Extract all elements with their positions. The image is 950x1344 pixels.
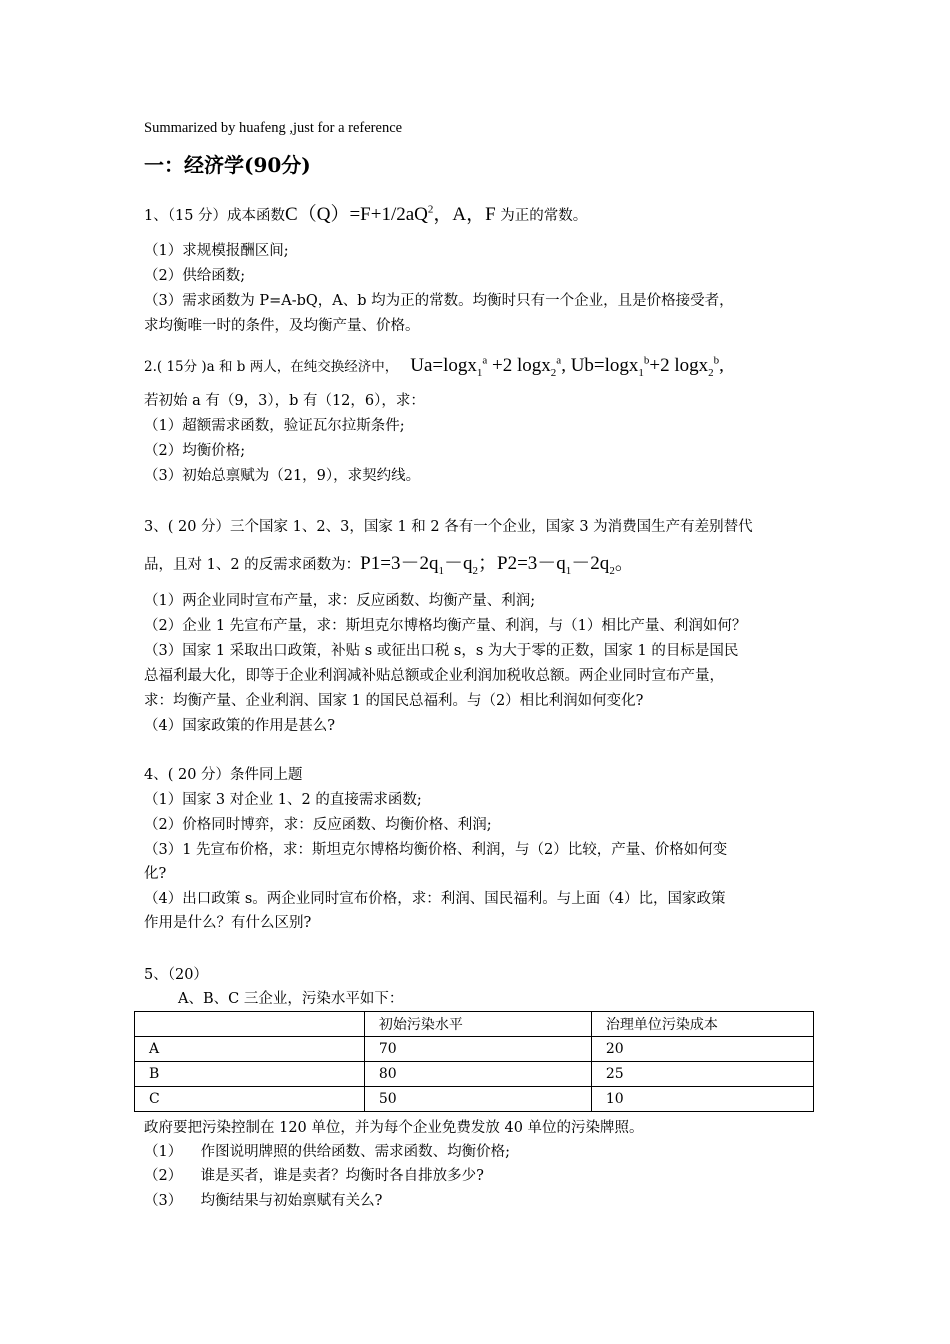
- q2-f2: +2 logx: [487, 355, 551, 376]
- q2-f1-sub: 1: [476, 366, 483, 379]
- q1-formula-constants: ，A，F: [433, 204, 496, 225]
- table-cell: 25: [591, 1062, 813, 1087]
- q3-p1a: P1=3－2q: [360, 553, 439, 574]
- q2-f2-sup: a: [556, 354, 562, 367]
- summary-line: Summarized by huafeng ,just for a reference: [144, 120, 403, 136]
- q4-stem: 4、( 20 分）条件同上题: [144, 767, 303, 783]
- q3-stem-line1: 3、( 20 分）三个国家 1、2、3，国家 1 和 2 各有一个企业，国家 3 为消费国生产有差别替代: [144, 519, 753, 535]
- q3-p2-sub2: 2: [609, 564, 615, 577]
- q5-title: 5、（20）: [144, 967, 208, 983]
- table-header-cell: [135, 1012, 365, 1037]
- table-header-cell: 治理单位污染成本: [591, 1012, 813, 1037]
- q2-f1-sup: a: [482, 354, 488, 367]
- q3-item-2: （2）企业 1 先宣布产量，求：斯坦克尔博格均衡产量、利润，与（1）相比产量、利润如何？: [144, 618, 747, 634]
- q3-p2-sub1: 1: [565, 564, 572, 577]
- q2-f4: +2 logx: [649, 355, 709, 376]
- table-row: [135, 1087, 814, 1112]
- q2-initial: 若初始 a 有（9，3），b 有（12，6），求：: [144, 393, 425, 409]
- q4-item-1: （1）国家 3 对企业 1、2 的直接需求函数;: [144, 792, 422, 808]
- q1-item-3-cont: 求均衡唯一时的条件，及均衡产量、价格。: [144, 318, 420, 334]
- q1-prefix: 1、（15 分）成本函数: [144, 208, 286, 224]
- q1-item-3: （3）需求函数为 P=A-bQ，A、b 均为正的常数。均衡时只有一个企业，且是价格接受者，: [144, 293, 734, 309]
- q3-item-3-cont2: 求：均衡产量、企业利润、国家 1 的国民总福利。与（2）相比利润如何变化?: [144, 693, 644, 709]
- q2-f1: Ua=logx: [410, 355, 477, 376]
- q4-item-3: （3）1 先宣布价格，求：斯坦克尔博格均衡价格、利润，与（2）比较，产量、价格如何变: [144, 842, 728, 858]
- q2-item-1: （1）超额需求函数，验证瓦尔拉斯条件;: [144, 418, 405, 434]
- table-cell: 80: [364, 1062, 591, 1087]
- table-cell: C: [135, 1087, 365, 1112]
- q3-demand-formula: [360, 553, 634, 577]
- table-cell: 10: [591, 1087, 813, 1112]
- pollution-table: [134, 1011, 814, 1112]
- q1-item-2: （2）供给函数;: [144, 268, 246, 284]
- q5-intro: A、B、C 三企业，污染水平如下：: [178, 991, 404, 1007]
- q3-item-3: （3）国家 1 采取出口政策，补贴 s 或征出口税 s，s 为大于零的正数，国家 1 的目标是国民: [144, 643, 739, 659]
- q2-f4-sub: 2: [708, 366, 714, 379]
- q1-formula: [285, 204, 496, 225]
- table-cell: 70: [364, 1037, 591, 1062]
- table-row: [135, 1062, 814, 1087]
- q5-item-1: （1） 作图说明牌照的供给函数、需求函数、均衡价格;: [144, 1144, 511, 1160]
- table-cell: 50: [364, 1087, 591, 1112]
- q2-stem: [144, 355, 724, 378]
- q4-item-3-cont: 化?: [144, 866, 167, 882]
- q1-stem: [144, 204, 587, 227]
- q4-item-2: （2）价格同时博弈，求：反应函数、均衡价格、利润;: [144, 817, 492, 833]
- q2-f3-sub: 1: [638, 366, 644, 379]
- q3-p1-sub1: 1: [438, 564, 444, 577]
- table-cell: 20: [591, 1037, 813, 1062]
- q2-f4-sup: b: [713, 354, 720, 367]
- q2-prefix: 2.( 15分 )a 和 b 两人，在纯交换经济中，: [144, 359, 399, 375]
- q3-p2b: －2q: [571, 553, 610, 574]
- table-header-cell: 初始污染水平: [364, 1012, 591, 1037]
- q3-item-1: （1）两企业同时宣布产量，求：反应函数、均衡产量、利润;: [144, 593, 536, 609]
- q2-utility-formula: [410, 354, 724, 379]
- q5-item-2: （2） 谁是买者，谁是卖者？均衡时各自排放多少?: [144, 1168, 484, 1184]
- q1-item-1: （1）求规模报酬区间;: [144, 243, 289, 259]
- q2-item-3: （3）初始总禀赋为（21，9），求契约线。: [144, 468, 421, 484]
- q1-suffix: 为正的常数。: [495, 208, 588, 224]
- q3-p2c: 。: [614, 553, 634, 574]
- q3-p1-sub2: 2: [472, 564, 478, 577]
- q1-formula-main: C（Q）=F+1/2aQ: [285, 204, 428, 225]
- q2-f3: , Ub=logx: [561, 355, 639, 376]
- q3-prefix: 品，且对 1、2 的反需求函数为：: [144, 557, 361, 573]
- q2-f2-sub: 2: [550, 366, 557, 379]
- table-header-row: [135, 1012, 814, 1037]
- q3-item-3-cont1: 总福利最大化，即等于企业利润减补贴总额或企业利润加税收总额。两企业同时宣布产量，: [144, 668, 724, 684]
- q2-f5: ,: [719, 355, 724, 376]
- q3-stem-line2: [144, 553, 634, 576]
- table-cell: A: [135, 1037, 365, 1062]
- q2-f3-sup: b: [643, 354, 650, 367]
- q4-item-4: （4）出口政策 s。两企业同时宣布价格，求：利润、国民福利。与上面（4）比，国家政策: [144, 891, 726, 907]
- q3-p1c: ；: [477, 553, 497, 574]
- q1-formula-exponent: 2: [427, 203, 434, 216]
- section-title: 一：经济学(90分): [144, 153, 311, 177]
- q3-p1b: －q: [443, 553, 473, 574]
- table-row: [135, 1037, 814, 1062]
- q4-item-4-cont: 作用是什么？有什么区别?: [144, 915, 312, 931]
- q5-after: 政府要把污染控制在 120 单位，并为每个企业免费发放 40 单位的污染牌照。: [144, 1120, 644, 1136]
- q3-item-4: （4）国家政策的作用是甚么?: [144, 718, 335, 734]
- q3-p2a: P2=3－q: [497, 553, 566, 574]
- q2-item-2: （2）均衡价格;: [144, 443, 246, 459]
- q5-item-3: （3） 均衡结果与初始禀赋有关么?: [144, 1193, 383, 1209]
- table-cell: B: [135, 1062, 365, 1087]
